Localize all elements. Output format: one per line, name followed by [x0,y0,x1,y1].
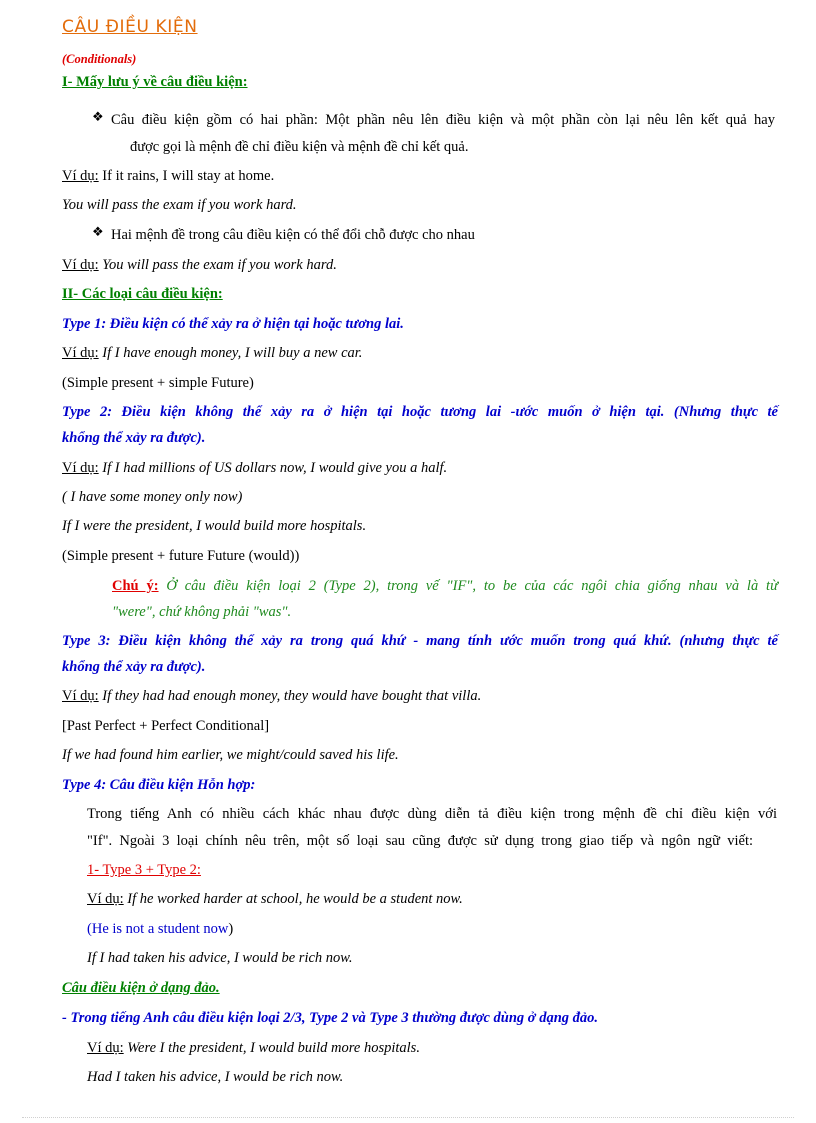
example-label: Ví dụ: [62,168,99,184]
note-label: Chú ý: [112,578,159,594]
type-1-example [62,344,362,362]
type-4-example-line-3: If I had taken his advice, I would be rich now. [87,950,353,966]
section-3-example [87,1039,420,1057]
bullet-1-line-2: được gọi là mệnh đề chỉ điều kiện và mệnh đề chỉ kết quả. [130,139,469,155]
type-2-example [62,459,447,477]
example-label: Ví dụ: [62,345,99,361]
note-text: Ở câu điều kiện loại 2 (Type 2), trong vế "IF", to be của các ngôi chia giống nhau và là từ [158,578,778,594]
note-line-2: "were", chứ không phải "was". [112,604,292,620]
type-4-paragraph-line-2: "If". Ngoài 3 loại chính nêu trên, một số loại sau cũng được sử dụng trong giao tiếp và ngôn ngữ viết: [87,833,753,849]
note-line-1 [112,577,778,595]
section-3-heading: Câu điều kiện ở dạng đảo. [62,980,220,996]
type-2-example-line-3: If I were the president, I would build more hospitals. [62,518,367,534]
type-2-example-line-2: ( I have some money only now) [62,489,243,505]
section-1-heading: I- Mấy lưu ý về câu điều kiện: [62,74,248,90]
type-4-subheading: 1- Type 3 + Type 2: [87,862,201,878]
example-label: Ví dụ: [87,1040,124,1056]
type-1-heading: Type 1: Điều kiện có thể xảy ra ở hiện tại hoặc tương lai. [62,316,404,332]
example-label: Ví dụ: [87,891,124,907]
section-2-heading: II- Các loại câu điều kiện: [62,286,223,302]
example-text: If they had had enough money, they would have bought that villa. [98,688,482,704]
page-subtitle: (Conditionals) [62,52,137,66]
type-2-formula: (Simple present + future Future (would)) [62,548,300,564]
section-3-example-line-2: Had I taken his advice, I would be rich now. [87,1069,344,1085]
type-2-heading-line-1: Type 2: Điều kiện không thể xảy ra ở hiện tại hoặc tương lai -ước muốn ở hiện tại. (Nhưng thực tế [62,404,778,420]
bullet-icon: ❖ [92,225,104,240]
example-2 [62,256,337,274]
type-3-heading-line-2: khổng thể xảy ra được). [62,659,206,675]
example-text: If he worked harder at school, he would be a student now. [123,891,463,907]
type-3-formula: [Past Perfect + Perfect Conditional] [62,718,270,734]
type-4-note: (He is not a student now) [87,921,234,937]
type-3-example [62,687,481,705]
example-1 [62,167,274,185]
type-4-paragraph-line-1: Trong tiếng Anh có nhiều cách khác nhau được dùng diễn tả điều kiện trong mệnh đề chỉ điều kiện với [87,806,777,822]
example-label: Ví dụ: [62,257,99,273]
type-3-heading-line-1: Type 3: Điều kiện không thể xảy ra trong quá khứ - mang tính ước muốn trong quá khứ. (nhưng thực tế [62,633,778,649]
type-3-example-line-2: If we had found him earlier, we might/could saved his life. [62,747,399,763]
bullet-2: Hai mệnh đề trong câu điều kiện có thể đổi chỗ được cho nhau [111,227,475,243]
example-label: Ví dụ: [62,688,99,704]
type-4-heading: Type 4: Câu điều kiện Hỗn hợp: [62,777,256,793]
example-text: If it rains, I will stay at home. [98,168,275,184]
bullet-1-line-1: Câu điều kiện gồm có hai phần: Một phần nêu lên điều kiện và một phần còn lại nêu lên kết quả hay [111,112,775,128]
type-2-heading-line-2: khổng thể xảy ra được). [62,430,206,446]
example-1-line-2: You will pass the exam if you work hard. [62,197,297,213]
page-bottom-divider [22,1117,794,1118]
type-1-formula: (Simple present + simple Future) [62,375,254,391]
type-4-example [87,890,463,908]
bullet-icon: ❖ [92,110,104,125]
section-3-line: - Trong tiếng Anh câu điều kiện loại 2/3, Type 2 và Type 3 thường được dùng ở dạng đảo. [62,1010,599,1026]
example-text: If I have enough money, I will buy a new car. [98,345,363,361]
example-label: Ví dụ: [62,460,99,476]
type-4-note-text: He is not a student now [91,921,229,937]
example-text: If I had millions of US dollars now, I would give you a half. [98,460,448,476]
example-text: Were I the president, I would build more hospitals. [123,1040,420,1056]
page-title: CÂU ĐIỀU KIỆN [62,17,198,37]
example-text: You will pass the exam if you work hard. [98,257,337,273]
